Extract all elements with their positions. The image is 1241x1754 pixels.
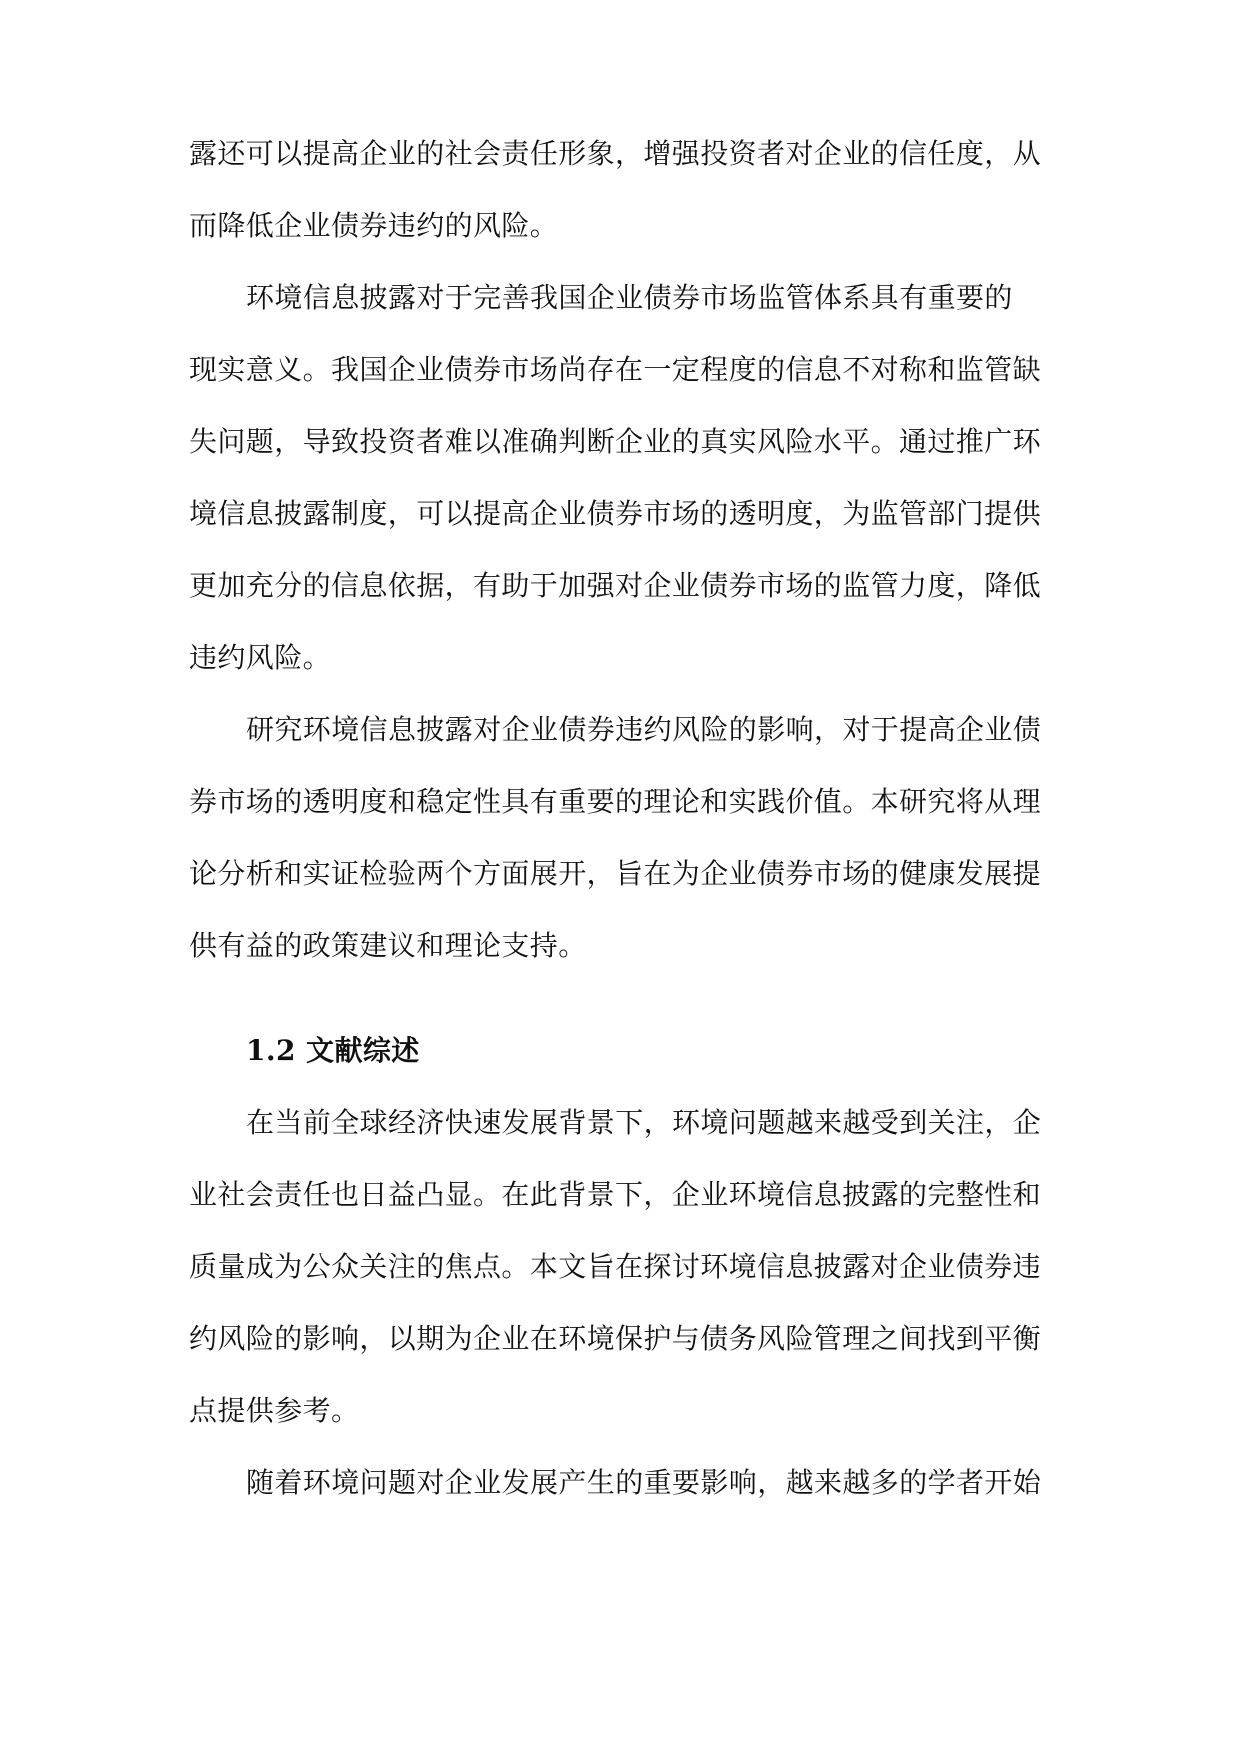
paragraph-2-line-1: 环境信息披露对于完善我国企业债券市场监管体系具有重要的 — [246, 281, 1013, 314]
paragraph-5-line-1: 随着环境问题对企业发展产生的重要影响，越来越多的学者开始 — [246, 1466, 1042, 1499]
paragraph-4-line-2: 业社会责任也日益凸显。在此背景下，企业环境信息披露的完整性和 — [189, 1178, 1042, 1211]
paragraph-4-line-1: 在当前全球经济快速发展背景下，环境问题越来越受到关注，企 — [246, 1106, 1042, 1139]
paragraph-4-line-4: 约风险的影响，以期为企业在环境保护与债务风险管理之间找到平衡 — [189, 1322, 1042, 1355]
paragraph-2-line-3: 失问题，导致投资者难以准确判断企业的真实风险水平。通过推广环 — [189, 425, 1042, 458]
paragraph-3-line-2: 券市场的透明度和稳定性具有重要的理论和实践价值。本研究将从理 — [189, 785, 1042, 818]
paragraph-1-line-2: 而降低企业债券违约的风险。 — [189, 209, 559, 242]
paragraph-4-line-3: 质量成为公众关注的焦点。本文旨在探讨环境信息披露对企业债券违 — [189, 1250, 1042, 1283]
section-heading: 1.2 文献综述 — [246, 1034, 420, 1067]
paragraph-4-line-5: 点提供参考。 — [189, 1394, 360, 1427]
paragraph-3-line-4: 供有益的政策建议和理论支持。 — [189, 929, 587, 962]
paragraph-1-line-1: 露还可以提高企业的社会责任形象，增强投资者对企业的信任度，从 — [189, 137, 1042, 170]
paragraph-3-line-3: 论分析和实证检验两个方面展开，旨在为企业债券市场的健康发展提 — [189, 857, 1042, 890]
paragraph-2-line-2: 现实意义。我国企业债券市场尚存在一定程度的信息不对称和监管缺 — [189, 353, 1042, 386]
paragraph-3-line-1: 研究环境信息披露对企业债券违约风险的影响，对于提高企业债 — [246, 713, 1042, 746]
paragraph-2-line-4: 境信息披露制度，可以提高企业债券市场的透明度，为监管部门提供 — [189, 497, 1042, 530]
paragraph-2-line-6: 违约风险。 — [189, 641, 332, 674]
paragraph-2-line-5: 更加充分的信息依据，有助于加强对企业债券市场的监管力度，降低 — [189, 569, 1042, 602]
